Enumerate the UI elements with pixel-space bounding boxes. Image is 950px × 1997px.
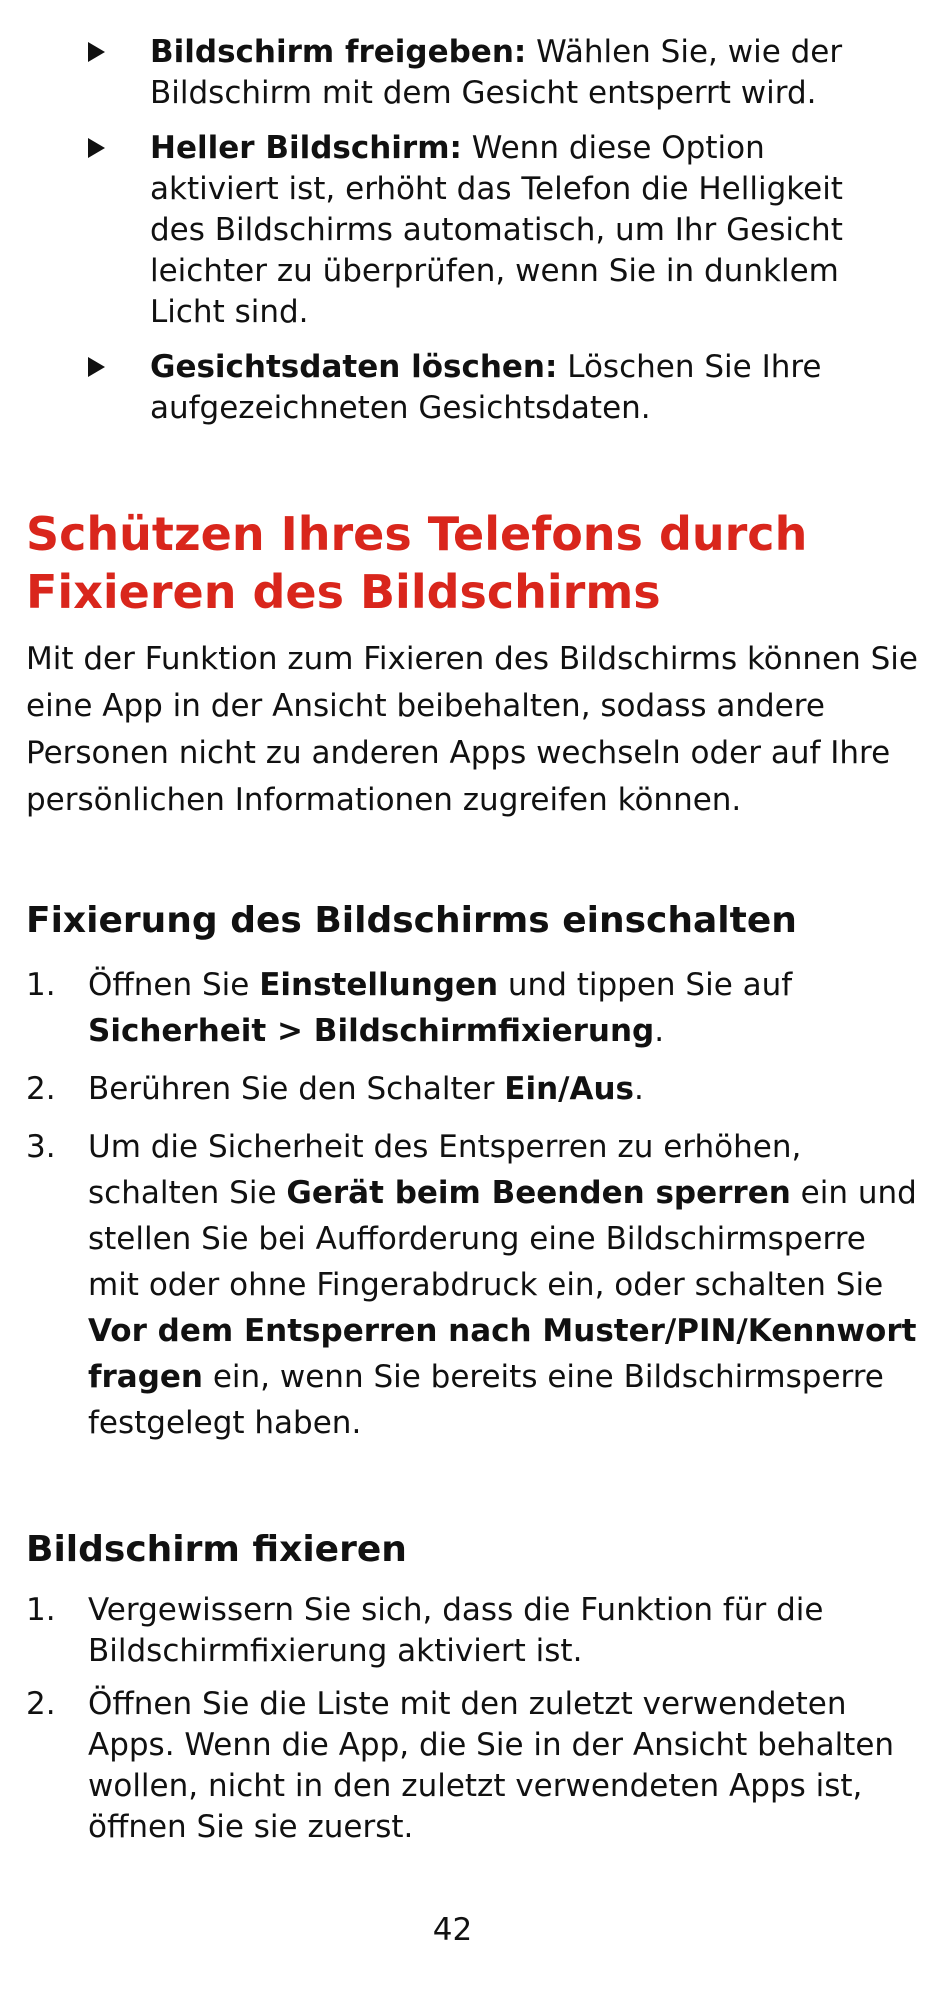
step-bold-text: Gerät beim Beenden sperren bbox=[286, 1175, 791, 1211]
step-text: Um die Sicherheit des Entsperren zu erhöhen, schalten Sie bbox=[88, 1129, 802, 1211]
step-text: ein und stellen Sie bei Aufforderung eine Bildschirmsperre mit oder ohne Fingerabdruck ein, oder schalten Sie bbox=[88, 1175, 917, 1303]
section-intro: Mit der Funktion zum Fixieren des Bildschirms können Sie eine App in der Ansicht beibehalten, sodass andere Personen nicht zu anderen Apps wechseln oder auf Ihre persönlichen Informationen zugreifen können. bbox=[26, 641, 918, 818]
list-item bbox=[26, 1124, 926, 1446]
step-text: Vergewissern Sie sich, dass die Funktion für die Bildschirmfixierung aktiviert ist. bbox=[88, 1592, 824, 1669]
pin-heading: Bildschirm fixieren bbox=[26, 1529, 407, 1570]
step-text: Öffnen Sie die Liste mit den zuletzt verwendeten Apps. Wenn die App, die Sie in der Ansicht behalten wollen, nicht in den zuletzt verwendeten Apps ist, öffnen Sie sie zuerst. bbox=[88, 1686, 895, 1845]
list-item bbox=[26, 962, 926, 1054]
list-item bbox=[88, 32, 868, 114]
enable-heading: Fixierung des Bildschirms einschalten bbox=[26, 900, 797, 941]
face-options-list bbox=[88, 32, 868, 443]
option-description: Wählen Sie, wie der Bildschirm mit dem Gesicht entsperrt wird. bbox=[150, 34, 843, 111]
step-text: ein, wenn Sie bereits eine Bildschirmsperre festgelegt haben. bbox=[88, 1359, 884, 1441]
enable-steps-list bbox=[26, 962, 926, 1458]
step-bold-text: Sicherheit > Bildschirmfixierung bbox=[88, 1013, 655, 1049]
list-item bbox=[26, 1066, 926, 1112]
step-bold-text: Vor dem Entsperren nach Muster/PIN/Kennwort fragen bbox=[88, 1313, 917, 1395]
step-number: 1. bbox=[26, 1592, 56, 1628]
section-title: Schützen Ihres Telefons durch Fixieren des Bildschirms bbox=[26, 507, 808, 619]
step-number: 2. bbox=[26, 1071, 56, 1107]
list-item bbox=[88, 347, 868, 429]
step-number: 2. bbox=[26, 1686, 56, 1722]
list-item bbox=[26, 1684, 926, 1848]
step-text: und tippen Sie auf bbox=[498, 967, 793, 1003]
option-description: Löschen Sie Ihre aufgezeichneten Gesichtsdaten. bbox=[150, 349, 822, 426]
step-text: . bbox=[654, 1013, 665, 1049]
triangle-bullet-icon bbox=[88, 138, 105, 158]
list-item bbox=[26, 1590, 926, 1672]
option-term: Bildschirm freigeben: bbox=[150, 34, 527, 70]
option-description: Wenn diese Option aktiviert ist, erhöht das Telefon die Helligkeit des Bildschirms automatisch, um Ihr Gesicht leichter zu überprüfen, wenn Sie in dunklem Licht sind. bbox=[150, 130, 843, 330]
step-text: Öffnen Sie bbox=[88, 967, 260, 1003]
triangle-bullet-icon bbox=[88, 42, 105, 62]
list-item bbox=[88, 128, 868, 333]
step-number: 3. bbox=[26, 1129, 56, 1165]
pin-steps-list bbox=[26, 1590, 926, 1860]
page-number: 42 bbox=[432, 1912, 473, 1948]
step-text: Berühren Sie den Schalter bbox=[88, 1071, 505, 1107]
option-term: Heller Bildschirm: bbox=[150, 130, 462, 166]
step-number: 1. bbox=[26, 967, 56, 1003]
step-bold-text: Einstellungen bbox=[259, 967, 499, 1003]
triangle-bullet-icon bbox=[88, 357, 105, 377]
step-bold-text: Ein/Aus bbox=[504, 1071, 635, 1107]
option-term: Gesichtsdaten löschen: bbox=[150, 349, 558, 385]
step-text: . bbox=[634, 1071, 644, 1107]
